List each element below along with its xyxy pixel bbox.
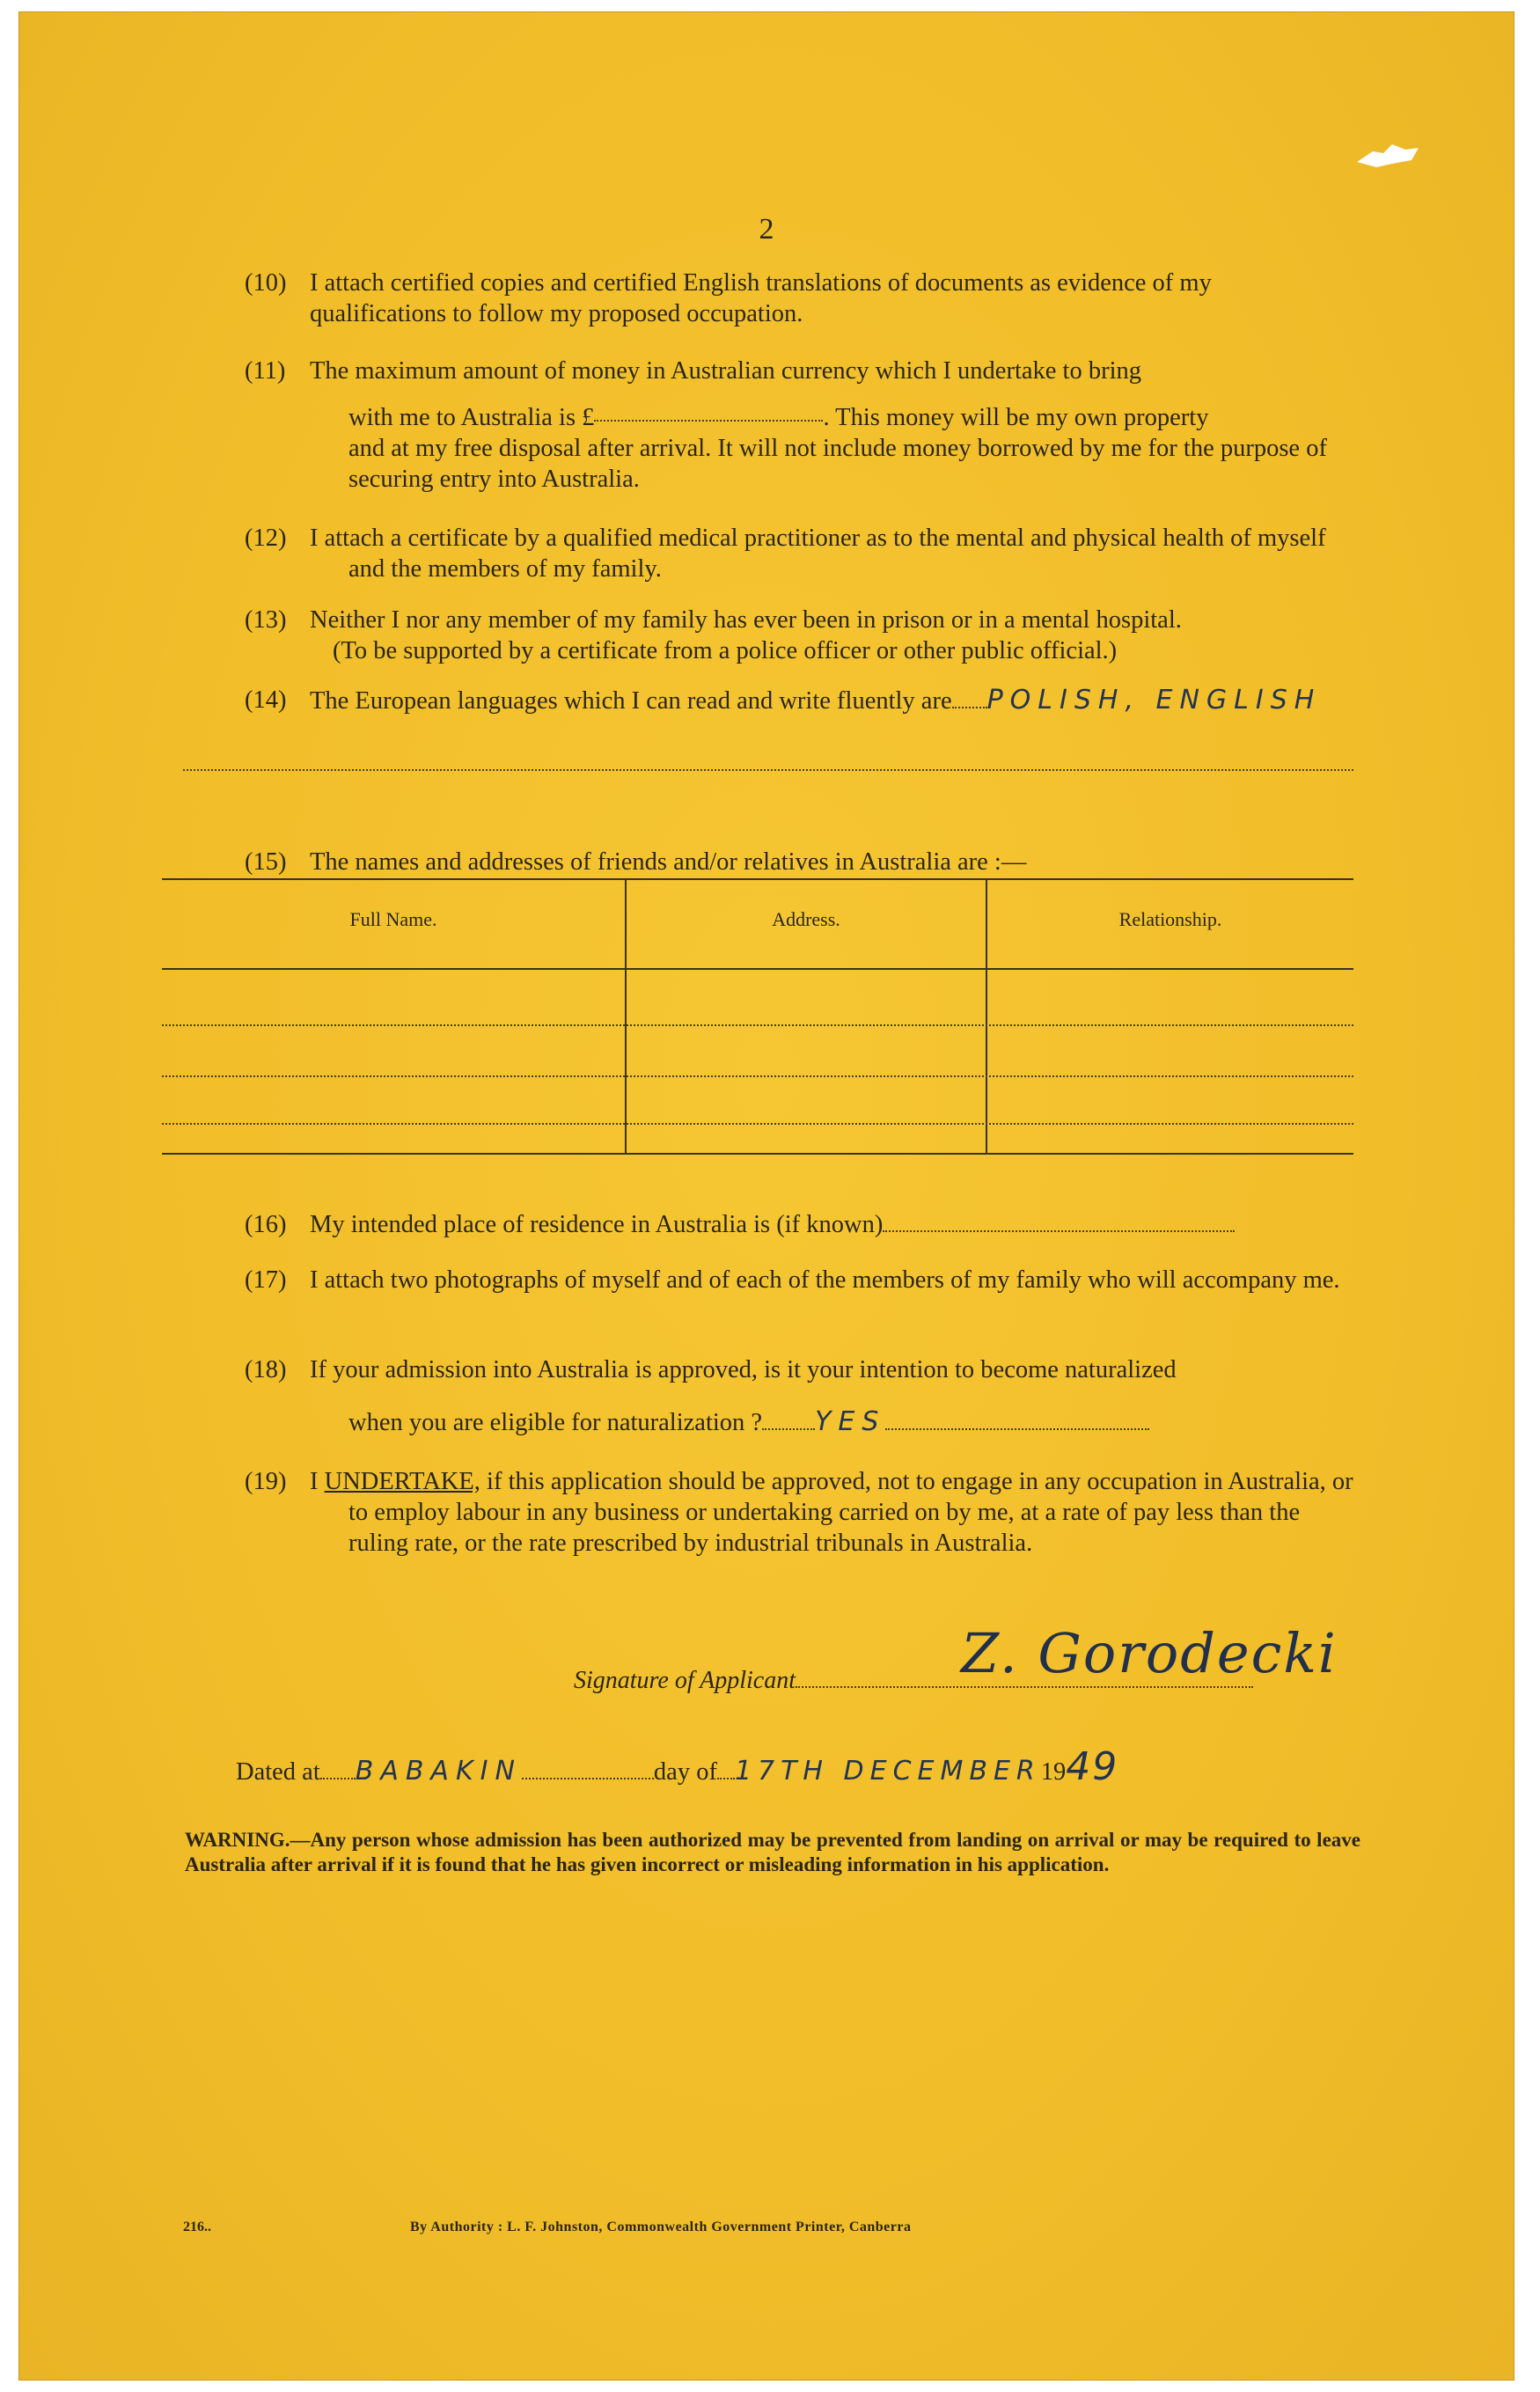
item-number: (14) [245,686,287,714]
money-line [348,402,1353,433]
signature-field [796,1686,1253,1688]
leader-dots [717,1778,735,1779]
year-prefix: 19 [1040,1758,1067,1786]
languages-answer: POLISH, ENGLISH [986,685,1322,715]
languages-continuation-line [183,769,1353,771]
leader-dots [522,1778,654,1779]
money-amount-field [594,420,823,422]
naturalization-answer: YES [815,1406,886,1437]
dated-date: 17TH DECEMBER [734,1756,1041,1787]
day-of-label: day of [653,1758,717,1786]
leader-dots [320,1778,356,1779]
column-header-full-name: Full Name. [349,908,437,930]
item-10 [245,268,1353,329]
item-text: The European languages which I can read and write fluently are [310,687,952,715]
item-number: (18) [245,1356,287,1383]
warning-notice: WARNING.—Any person whose admission has been authorized may be prevented from landing on arrival or may be required to leave Australia after arrival if it is found that he has given incorrect or misleading information in his application. [185,1829,1360,1875]
item-text-continued: and at my free disposal after arrival. It will not include money borrowed by me for the purpose of securing entry into Australia. [348,435,1327,493]
item-12 [245,523,1353,584]
item-text: I attach two photographs of myself and of each of the members of my family who will accompany me. [310,1266,1340,1294]
item-text-question: when you are eligible for naturalization ? [348,1409,763,1436]
item-text: The names and addresses of friends and/or relatives in Australia are :— [310,848,1027,876]
item-text: I attach certified copies and certified English translations of documents as evidence of my qualifications to follow my proposed occupation. [310,269,1212,327]
torn-corner-mark [1357,144,1419,167]
year-suffix: 49 [1066,1744,1119,1789]
money-suffix: . This money will be my own property [823,404,1209,431]
item-text-note: (To be supported by a certificate from a police officer or other public official.) [333,637,1118,664]
page-number: 2 [759,213,774,246]
item-18 [245,1354,1353,1438]
table-row [162,1075,1353,1077]
item-number: (12) [245,525,287,552]
item-text: The maximum amount of money in Australian currency which I undertake to bring [310,357,1141,385]
item-number: (17) [245,1266,287,1294]
item-13 [245,605,1353,666]
table-bottom-rule [162,1153,1353,1155]
table-row [162,1024,1353,1026]
item-text: If your admission into Australia is approved, is it your intention to become naturalized [310,1356,1177,1383]
leader-dots [885,1428,1149,1430]
column-header-relationship: Relationship. [1118,908,1222,930]
item-text: if this application should be approved, not to engage in any occupation in Australia, or to employ labour in any business or undertaking carried on by me, at a rate of pay less than the ruling rate, or the rate prescribed by industrial tribunals in Australia. [348,1468,1353,1557]
money-prefix: with me to Australia is £ [348,404,595,431]
column-header-address: Address. [772,908,840,930]
table-row [162,1123,1353,1125]
dated-place: BABAKIN [355,1756,522,1787]
item-number: (10) [245,269,287,297]
undertake-word: UNDERTAKE, [324,1468,480,1495]
leader-dots [762,1428,815,1430]
item-number: (19) [245,1468,287,1495]
item-17 [245,1265,1353,1295]
applicant-signature: Z. Gorodecki [961,1621,1338,1685]
item-number: (13) [245,606,287,634]
item-19 [245,1466,1353,1559]
leader-dots [952,707,987,708]
dated-line [236,1744,1118,1789]
item-15 [245,847,1353,877]
item-number: (15) [245,848,287,876]
printer-authority: By Authority : L. F. Johnston, Commonwealth Government Printer, Canberra [410,2220,912,2234]
item-text-start: I [310,1468,319,1495]
item-number: (11) [245,357,286,385]
signature-label: Signature of Applicant [574,1667,796,1694]
item-text: I attach a certificate by a qualified medical practitioner as to the mental and physical health of myself and the members of my family. [310,525,1326,583]
item-text: Neither I nor any member of my family has ever been in prison or in a mental hospital. [310,606,1182,634]
item-11 [245,356,1353,495]
table-header-rule [162,968,1353,970]
table-top-rule [162,878,1353,880]
form-code: 216.. [183,2220,211,2234]
item-number: (16) [245,1211,287,1238]
residence-field [883,1230,1235,1232]
item-text: My intended place of residence in Australia is (if known) [310,1211,884,1238]
dated-label: Dated at [236,1758,320,1786]
form-page [19,12,1514,2380]
